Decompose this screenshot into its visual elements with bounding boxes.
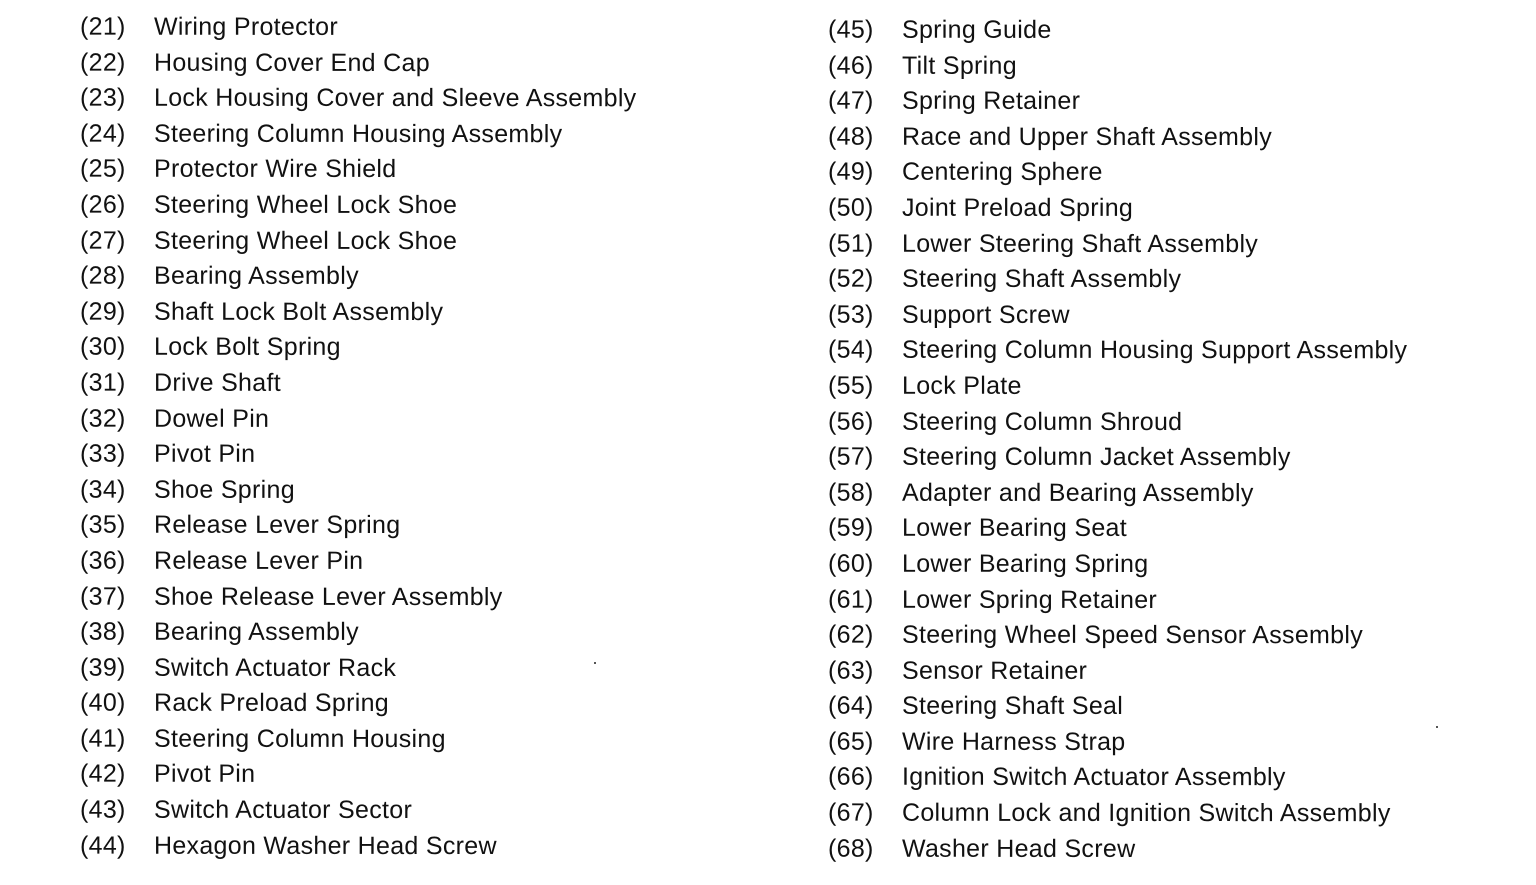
part-number: (30) xyxy=(80,332,126,362)
part-number: (47) xyxy=(828,86,874,115)
part-number: (39) xyxy=(80,653,126,682)
part-number: (51) xyxy=(828,229,874,258)
part-number: (65) xyxy=(828,727,874,756)
part-name: Wire Harness Strap xyxy=(902,727,1126,756)
part-number: (44) xyxy=(80,831,126,860)
part-name: Steering Column Jacket Assembly xyxy=(902,442,1291,472)
list-item xyxy=(828,297,1508,333)
part-number: (52) xyxy=(828,264,874,293)
part-name: Lock Housing Cover and Sleeve Assembly xyxy=(154,83,637,113)
list-item xyxy=(828,369,1508,405)
part-number: (25) xyxy=(80,155,126,184)
part-name: Bearing Assembly xyxy=(154,261,359,291)
part-number: (54) xyxy=(828,335,874,365)
list-item xyxy=(828,13,1508,49)
part-name: Lock Plate xyxy=(902,371,1022,400)
list-item xyxy=(80,828,760,864)
part-number: (37) xyxy=(80,582,126,611)
part-name: Steering Shaft Seal xyxy=(902,692,1124,721)
list-item xyxy=(828,689,1508,725)
part-number: (34) xyxy=(80,475,126,504)
part-name: Lower Spring Retainer xyxy=(902,585,1158,614)
part-number: (27) xyxy=(80,226,126,255)
part-name: Steering Wheel Lock Shoe xyxy=(154,226,458,255)
part-name: Steering Wheel Lock Shoe xyxy=(154,190,458,220)
part-name: Steering Column Housing Support Assembly xyxy=(902,336,1408,365)
list-item xyxy=(80,294,760,330)
list-item xyxy=(828,333,1508,369)
list-item xyxy=(828,155,1508,191)
list-item xyxy=(828,191,1508,227)
part-number: (35) xyxy=(80,510,126,540)
part-number: (68) xyxy=(828,834,874,863)
part-name: Lower Steering Shaft Assembly xyxy=(902,229,1259,258)
list-item xyxy=(80,45,760,81)
list-item xyxy=(828,84,1508,120)
part-number: (62) xyxy=(828,620,874,649)
list-item xyxy=(828,796,1508,832)
part-number: (21) xyxy=(80,12,126,41)
list-item xyxy=(80,223,760,259)
part-number: (41) xyxy=(80,724,126,753)
list-item xyxy=(828,618,1508,654)
part-number: (57) xyxy=(828,442,874,471)
part-name: Steering Wheel Speed Sensor Assembly xyxy=(902,620,1364,650)
part-name: Protector Wire Shield xyxy=(154,155,397,184)
part-name: Steering Column Housing xyxy=(154,724,446,753)
list-item xyxy=(80,757,760,793)
part-name: Switch Actuator Sector xyxy=(154,795,413,825)
part-number: (38) xyxy=(80,617,126,646)
list-item xyxy=(80,259,760,295)
part-name: Joint Preload Spring xyxy=(902,193,1134,222)
list-item xyxy=(828,440,1508,476)
list-item xyxy=(80,615,760,651)
part-number: (59) xyxy=(828,513,874,543)
list-item xyxy=(80,793,760,829)
list-item xyxy=(80,10,760,46)
part-number: (43) xyxy=(80,795,126,824)
part-name: Steering Column Housing Assembly xyxy=(154,119,563,148)
part-number: (32) xyxy=(80,404,126,433)
list-item xyxy=(80,188,760,224)
part-name: Drive Shaft xyxy=(154,368,281,397)
part-name: Bearing Assembly xyxy=(154,617,359,647)
part-name: Support Screw xyxy=(902,300,1070,329)
part-number: (60) xyxy=(828,549,874,578)
part-number: (58) xyxy=(828,478,874,507)
part-name: Shoe Release Lever Assembly xyxy=(154,582,503,611)
part-number: (36) xyxy=(80,546,126,575)
part-name: Housing Cover End Cap xyxy=(154,48,430,77)
part-number: (26) xyxy=(80,190,126,219)
list-item xyxy=(80,722,760,758)
part-name: Washer Head Screw xyxy=(902,834,1136,863)
list-item xyxy=(80,686,760,722)
list-item xyxy=(828,760,1508,796)
part-name: Spring Guide xyxy=(902,15,1052,44)
list-item xyxy=(80,650,760,686)
list-item xyxy=(80,579,760,615)
part-name: Lock Bolt Spring xyxy=(154,333,341,362)
part-number: (24) xyxy=(80,119,126,148)
part-number: (66) xyxy=(828,763,874,792)
part-name: Shaft Lock Bolt Assembly xyxy=(154,297,444,326)
part-number: (46) xyxy=(828,51,874,80)
list-item xyxy=(80,366,760,402)
part-name: Column Lock and Ignition Switch Assembly xyxy=(902,798,1391,828)
part-name: Sensor Retainer xyxy=(902,656,1088,685)
part-number: (45) xyxy=(828,15,874,44)
part-name: Lower Bearing Spring xyxy=(902,549,1149,578)
part-name: Rack Preload Spring xyxy=(154,689,389,718)
list-item xyxy=(828,547,1508,583)
list-item xyxy=(80,116,760,152)
part-name: Switch Actuator Rack xyxy=(154,653,397,682)
list-item xyxy=(828,119,1508,155)
list-item xyxy=(828,831,1508,867)
list-item xyxy=(828,404,1508,440)
list-item xyxy=(80,437,760,473)
list-item xyxy=(80,330,760,366)
parts-list-right xyxy=(828,13,1508,885)
part-number: (40) xyxy=(80,688,126,717)
part-name: Shoe Spring xyxy=(154,475,295,504)
list-item xyxy=(828,653,1508,689)
part-number: (31) xyxy=(80,368,126,397)
part-name: Pivot Pin xyxy=(154,439,256,468)
part-number: (28) xyxy=(80,261,126,290)
list-item xyxy=(828,511,1508,547)
part-name: Hexagon Washer Head Screw xyxy=(154,831,497,860)
part-number: (29) xyxy=(80,297,126,326)
list-item xyxy=(80,81,760,117)
part-number: (33) xyxy=(80,439,126,468)
part-name: Race and Upper Shaft Assembly xyxy=(902,122,1273,151)
part-name: Steering Shaft Assembly xyxy=(902,264,1182,294)
part-name: Ignition Switch Actuator Assembly xyxy=(902,763,1286,792)
part-name: Release Lever Spring xyxy=(154,511,401,540)
list-item xyxy=(828,475,1508,511)
list-item xyxy=(828,226,1508,262)
part-name: Dowel Pin xyxy=(154,404,270,433)
part-number: (23) xyxy=(80,83,126,112)
part-number: (56) xyxy=(828,407,874,436)
part-number: (64) xyxy=(828,691,874,720)
part-number: (50) xyxy=(828,193,874,222)
list-item xyxy=(80,508,760,544)
part-number: (49) xyxy=(828,158,874,187)
list-item xyxy=(828,262,1508,298)
part-number: (22) xyxy=(80,48,126,77)
scan-speck xyxy=(594,662,596,664)
list-item xyxy=(828,582,1508,618)
part-number: (42) xyxy=(80,760,126,789)
list-item xyxy=(80,544,760,580)
list-item xyxy=(828,48,1508,84)
part-number: (63) xyxy=(828,656,874,685)
part-name: Spring Retainer xyxy=(902,86,1081,116)
part-number: (55) xyxy=(828,371,874,400)
part-name: Lower Bearing Seat xyxy=(902,514,1127,543)
part-name: Steering Column Shroud xyxy=(902,407,1183,436)
part-name: Centering Sphere xyxy=(902,158,1103,187)
parts-list-left xyxy=(80,10,760,882)
part-number: (61) xyxy=(828,585,874,614)
list-item xyxy=(80,472,760,508)
part-name: Adapter and Bearing Assembly xyxy=(902,478,1254,507)
part-name: Wiring Protector xyxy=(154,12,339,41)
part-number: (53) xyxy=(828,300,874,329)
part-number: (48) xyxy=(828,122,874,151)
list-item xyxy=(80,401,760,437)
list-item xyxy=(80,152,760,188)
part-name: Tilt Spring xyxy=(902,51,1017,80)
list-item xyxy=(828,725,1508,761)
part-name: Release Lever Pin xyxy=(154,546,364,575)
part-number: (67) xyxy=(828,798,874,827)
part-name: Pivot Pin xyxy=(154,760,256,789)
scan-speck xyxy=(1436,726,1438,728)
